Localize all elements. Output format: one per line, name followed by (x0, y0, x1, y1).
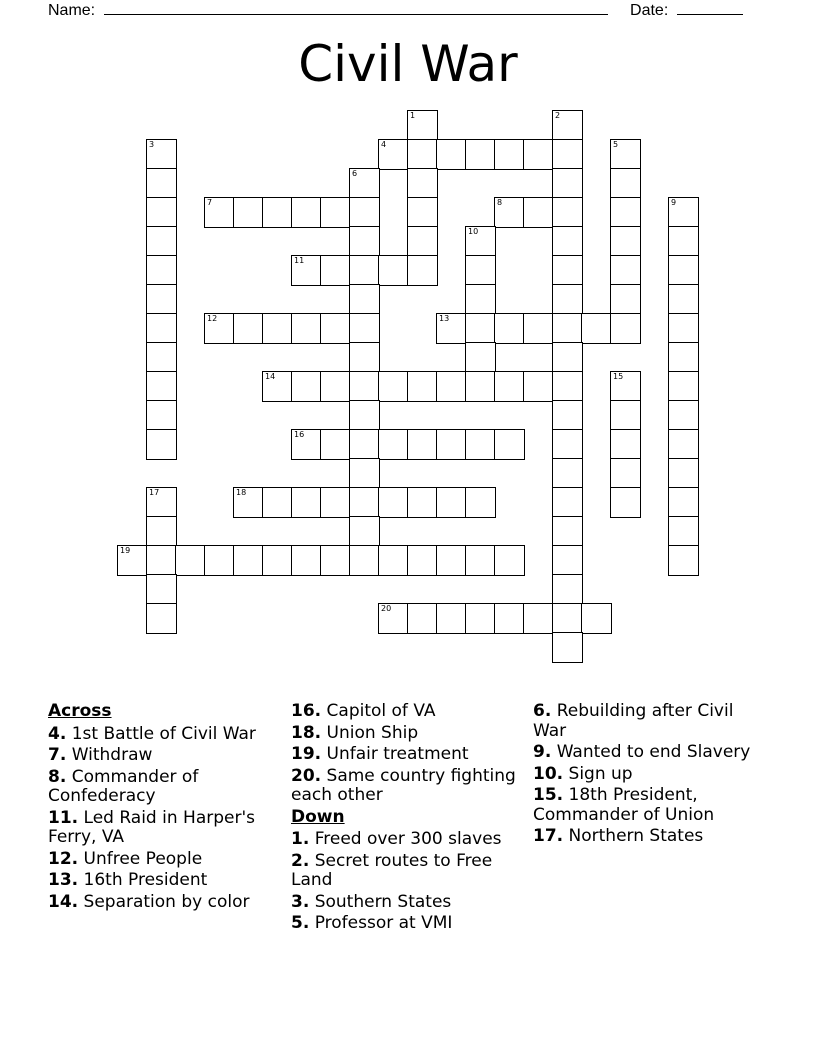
grid-cell[interactable] (146, 342, 177, 373)
grid-cell[interactable] (465, 313, 496, 344)
grid-cell[interactable] (668, 487, 699, 518)
grid-cell[interactable] (465, 255, 496, 286)
grid-cell[interactable] (146, 545, 177, 576)
grid-cell[interactable] (320, 313, 351, 344)
across-list-2 (291, 702, 526, 806)
grid-cell[interactable] (407, 487, 438, 518)
down-list-1 (291, 830, 526, 934)
grid-cell[interactable] (668, 516, 699, 547)
grid-cell[interactable] (146, 371, 177, 402)
clue-column-1 (48, 702, 283, 914)
grid-cell[interactable] (552, 516, 583, 547)
grid-cell[interactable] (233, 197, 264, 228)
grid-cell[interactable] (378, 487, 409, 518)
clue-num: 13. (48, 870, 79, 890)
clue (291, 830, 526, 850)
clue-column-2 (291, 702, 526, 936)
grid-cell[interactable] (349, 516, 380, 547)
clue-num: 6. (533, 701, 552, 721)
grid-cell[interactable] (610, 400, 641, 431)
grid-cell[interactable] (610, 487, 641, 518)
clue-text: Northern States (563, 826, 704, 846)
grid-cell[interactable] (523, 197, 554, 228)
grid-cell[interactable] (320, 545, 351, 576)
grid-cell[interactable] (494, 197, 525, 228)
grid-cell[interactable] (552, 400, 583, 431)
clue (291, 745, 526, 765)
clue (48, 768, 283, 807)
grid-cell[interactable] (552, 313, 583, 344)
clue-num: 9. (533, 742, 552, 762)
grid-cell[interactable] (581, 313, 612, 344)
clue-text: 18th President, Commander of Union (533, 785, 715, 825)
clue-number: 6 (352, 169, 358, 178)
grid-cell[interactable] (291, 429, 322, 460)
clue (48, 871, 283, 891)
grid-cell[interactable] (494, 429, 525, 460)
clue-text: Freed over 300 slaves (309, 829, 502, 849)
grid-cell[interactable] (349, 458, 380, 489)
clue-num: 14. (48, 891, 79, 912)
grid-cell[interactable] (146, 400, 177, 431)
grid-cell[interactable] (407, 255, 438, 286)
grid-cell[interactable] (146, 168, 177, 199)
clue-text: Same country fighting each other (291, 765, 516, 805)
grid-cell[interactable] (204, 197, 235, 228)
grid-cell[interactable] (552, 545, 583, 576)
grid-cell[interactable] (349, 429, 380, 460)
clue (48, 850, 283, 870)
grid-cell[interactable] (291, 255, 322, 286)
grid-cell[interactable] (349, 284, 380, 315)
grid-cell[interactable] (552, 487, 583, 518)
grid-cell[interactable] (349, 342, 380, 373)
grid-cell[interactable] (175, 545, 206, 576)
clue (533, 827, 768, 847)
clue-num: 2. (291, 850, 310, 871)
grid-cell[interactable] (262, 487, 293, 518)
grid-cell[interactable] (465, 284, 496, 315)
grid-cell[interactable] (378, 255, 409, 286)
grid-cell[interactable] (552, 632, 583, 663)
grid-cell[interactable] (668, 545, 699, 576)
clue-num: 1. (291, 829, 310, 849)
across-heading: Across (48, 701, 112, 721)
clue-text: Professor at VMI (309, 913, 453, 933)
grid-cell[interactable] (552, 168, 583, 199)
clue-number: 16 (294, 430, 305, 439)
grid-cell[interactable] (349, 400, 380, 431)
down-list-2 (533, 702, 768, 847)
clue-text: Capitol of VA (321, 701, 436, 721)
grid-cell[interactable] (552, 284, 583, 315)
grid-cell[interactable] (668, 342, 699, 373)
grid-cell[interactable] (465, 603, 496, 634)
grid-cell[interactable] (407, 197, 438, 228)
grid-cell[interactable] (552, 429, 583, 460)
grid-cell[interactable] (262, 545, 293, 576)
clue-number: 17 (149, 488, 160, 497)
clue-num: 7. (48, 745, 67, 765)
grid-cell[interactable] (349, 255, 380, 286)
date-blank[interactable] (677, 0, 743, 15)
clue (533, 765, 768, 785)
clue-text: 1st Battle of Civil War (66, 723, 256, 744)
grid-cell[interactable] (436, 313, 467, 344)
grid-cell[interactable] (262, 313, 293, 344)
clue (291, 702, 526, 722)
clue (291, 852, 526, 891)
grid-cell[interactable] (465, 487, 496, 518)
clue-number: 12 (207, 314, 218, 323)
grid-cell[interactable] (291, 371, 322, 402)
clue-text: Led Raid in Harper's Ferry, VA (48, 807, 255, 847)
grid-cell[interactable] (407, 603, 438, 634)
clue-num: 17. (533, 826, 564, 846)
grid-cell[interactable] (436, 487, 467, 518)
grid-cell[interactable] (262, 197, 293, 228)
grid-cell[interactable] (552, 226, 583, 257)
name-blank[interactable] (104, 0, 608, 15)
grid-cell[interactable] (552, 255, 583, 286)
grid-cell[interactable] (436, 139, 467, 170)
grid-cell[interactable] (610, 458, 641, 489)
clue-text: Commander of Confederacy (48, 766, 199, 806)
grid-cell[interactable] (233, 313, 264, 344)
clue-text: Unfree People (78, 848, 203, 869)
clue-number: 20 (381, 604, 392, 613)
clue-column-3 (533, 702, 768, 849)
grid-cell[interactable] (349, 197, 380, 228)
clue-num: 4. (48, 723, 67, 744)
grid-cell[interactable] (552, 342, 583, 373)
clue-text: Unfair treatment (321, 744, 469, 764)
grid-cell[interactable] (610, 168, 641, 199)
grid-cell[interactable] (146, 197, 177, 228)
grid-cell[interactable] (146, 139, 177, 170)
grid-cell[interactable] (407, 226, 438, 257)
grid-cell[interactable] (610, 197, 641, 228)
grid-cell[interactable] (465, 226, 496, 257)
clue (533, 743, 768, 763)
grid-cell[interactable] (465, 371, 496, 402)
across-list-1 (48, 725, 283, 913)
grid-cell[interactable] (204, 545, 235, 576)
grid-cell[interactable] (436, 429, 467, 460)
grid-cell[interactable] (465, 429, 496, 460)
name-label: Name: (48, 2, 96, 19)
grid-cell[interactable] (117, 545, 148, 576)
clue-num: 12. (48, 848, 79, 869)
clue-num: 10. (533, 763, 564, 784)
grid-cell[interactable] (349, 313, 380, 344)
grid-cell[interactable] (668, 226, 699, 257)
grid-cell[interactable] (349, 226, 380, 257)
grid-cell[interactable] (320, 487, 351, 518)
grid-cell[interactable] (610, 313, 641, 344)
grid-cell[interactable] (407, 110, 438, 141)
grid-cell[interactable] (610, 371, 641, 402)
grid-cell[interactable] (204, 313, 235, 344)
grid-cell[interactable] (291, 545, 322, 576)
clue-number: 5 (613, 140, 619, 149)
grid-cell[interactable] (349, 371, 380, 402)
grid-cell[interactable] (610, 139, 641, 170)
grid-cell[interactable] (146, 284, 177, 315)
grid-cell[interactable] (523, 139, 554, 170)
grid-cell[interactable] (668, 197, 699, 228)
grid-cell[interactable] (523, 371, 554, 402)
clue (533, 702, 768, 741)
grid-cell[interactable] (320, 429, 351, 460)
clue-number: 15 (613, 372, 624, 381)
grid-cell[interactable] (320, 197, 351, 228)
grid-cell[interactable] (233, 487, 264, 518)
grid-cell[interactable] (610, 284, 641, 315)
grid-cell[interactable] (320, 371, 351, 402)
clue (291, 724, 526, 744)
grid-cell[interactable] (494, 313, 525, 344)
grid-cell[interactable] (668, 284, 699, 315)
header (48, 0, 748, 20)
clue-text: Sign up (563, 763, 633, 784)
grid-cell[interactable] (291, 313, 322, 344)
clue-number: 18 (236, 488, 247, 497)
grid-cell[interactable] (146, 574, 177, 605)
clue (48, 725, 283, 745)
clue-number: 13 (439, 314, 450, 323)
grid-cell[interactable] (552, 458, 583, 489)
grid-cell[interactable] (146, 516, 177, 547)
grid-cell[interactable] (668, 371, 699, 402)
clue (48, 809, 283, 848)
clue-num: 5. (291, 913, 310, 933)
clue (291, 914, 526, 934)
grid-cell[interactable] (523, 603, 554, 634)
grid-cell[interactable] (610, 429, 641, 460)
clue-number: 1 (410, 111, 416, 120)
grid-cell[interactable] (465, 342, 496, 373)
grid-cell[interactable] (407, 545, 438, 576)
grid-cell[interactable] (668, 400, 699, 431)
page-title: Civil War (298, 35, 518, 93)
clue-number: 2 (555, 111, 561, 120)
clue-number: 4 (381, 140, 387, 149)
grid-cell[interactable] (552, 139, 583, 170)
clue-text: Secret routes to Free Land (291, 850, 493, 890)
grid-cell[interactable] (494, 371, 525, 402)
grid-cell[interactable] (668, 429, 699, 460)
clue-num: 8. (48, 766, 67, 787)
grid-cell[interactable] (407, 139, 438, 170)
clue-text: Wanted to end Slavery (551, 742, 751, 762)
grid-cell[interactable] (552, 603, 583, 634)
grid-cell[interactable] (233, 545, 264, 576)
grid-cell[interactable] (436, 371, 467, 402)
grid-cell[interactable] (407, 168, 438, 199)
clue (533, 786, 768, 825)
clue-num: 3. (291, 891, 310, 912)
clue (291, 893, 526, 913)
down-heading: Down (291, 806, 345, 827)
clue (48, 893, 283, 913)
grid-cell[interactable] (610, 226, 641, 257)
grid-cell[interactable] (494, 545, 525, 576)
grid-cell[interactable] (349, 487, 380, 518)
grid-cell[interactable] (668, 255, 699, 286)
grid-cell[interactable] (552, 110, 583, 141)
grid-cell[interactable] (552, 371, 583, 402)
grid-cell[interactable] (436, 603, 467, 634)
grid-cell[interactable] (523, 313, 554, 344)
grid-cell[interactable] (349, 545, 380, 576)
clue-num: 20. (291, 765, 322, 786)
date-label: Date: (630, 2, 669, 19)
clue-num: 15. (533, 785, 564, 805)
grid-cell[interactable] (378, 429, 409, 460)
grid-cell[interactable] (407, 371, 438, 402)
clue-num: 19. (291, 744, 322, 764)
clue-text: Withdraw (66, 745, 153, 765)
clue-number: 19 (120, 546, 131, 555)
clue-text: 16th President (78, 870, 208, 890)
grid-cell[interactable] (378, 603, 409, 634)
grid-cell[interactable] (494, 603, 525, 634)
grid-cell[interactable] (407, 429, 438, 460)
grid-cell[interactable] (146, 429, 177, 460)
clue-num: 18. (291, 722, 322, 743)
grid-cell[interactable] (552, 197, 583, 228)
grid-cell[interactable] (610, 255, 641, 286)
grid-cell[interactable] (291, 197, 322, 228)
grid-cell[interactable] (262, 371, 293, 402)
grid-cell[interactable] (465, 545, 496, 576)
grid-cell[interactable] (378, 139, 409, 170)
clue-text: Southern States (309, 891, 452, 912)
clue-number: 9 (671, 198, 677, 207)
clue-num: 16. (291, 701, 322, 721)
clue-text: Separation by color (78, 891, 250, 912)
clue-number: 8 (497, 198, 503, 207)
grid-cell[interactable] (668, 313, 699, 344)
clue (48, 746, 283, 766)
clue-number: 7 (207, 198, 213, 207)
clue-num: 11. (48, 807, 79, 828)
grid-cell[interactable] (146, 603, 177, 634)
clue-number: 10 (468, 227, 479, 236)
grid-cell[interactable] (378, 371, 409, 402)
grid-cell[interactable] (581, 603, 612, 634)
clue-number: 3 (149, 140, 155, 149)
clue (291, 767, 526, 806)
clue-number: 14 (265, 372, 276, 381)
grid-cell[interactable] (349, 168, 380, 199)
grid-cell[interactable] (465, 139, 496, 170)
clue-text: Union Ship (321, 722, 419, 743)
grid-cell[interactable] (146, 313, 177, 344)
grid-cell[interactable] (668, 458, 699, 489)
grid-cell[interactable] (146, 226, 177, 257)
grid-cell[interactable] (320, 255, 351, 286)
grid-cell[interactable] (378, 545, 409, 576)
grid-cell[interactable] (291, 487, 322, 518)
grid-cell[interactable] (436, 545, 467, 576)
clue-number: 11 (294, 256, 305, 265)
grid-cell[interactable] (552, 574, 583, 605)
grid-cell[interactable] (494, 139, 525, 170)
grid-cell[interactable] (146, 487, 177, 518)
grid-cell[interactable] (146, 255, 177, 286)
clue-text: Rebuilding after Civil War (533, 701, 734, 741)
